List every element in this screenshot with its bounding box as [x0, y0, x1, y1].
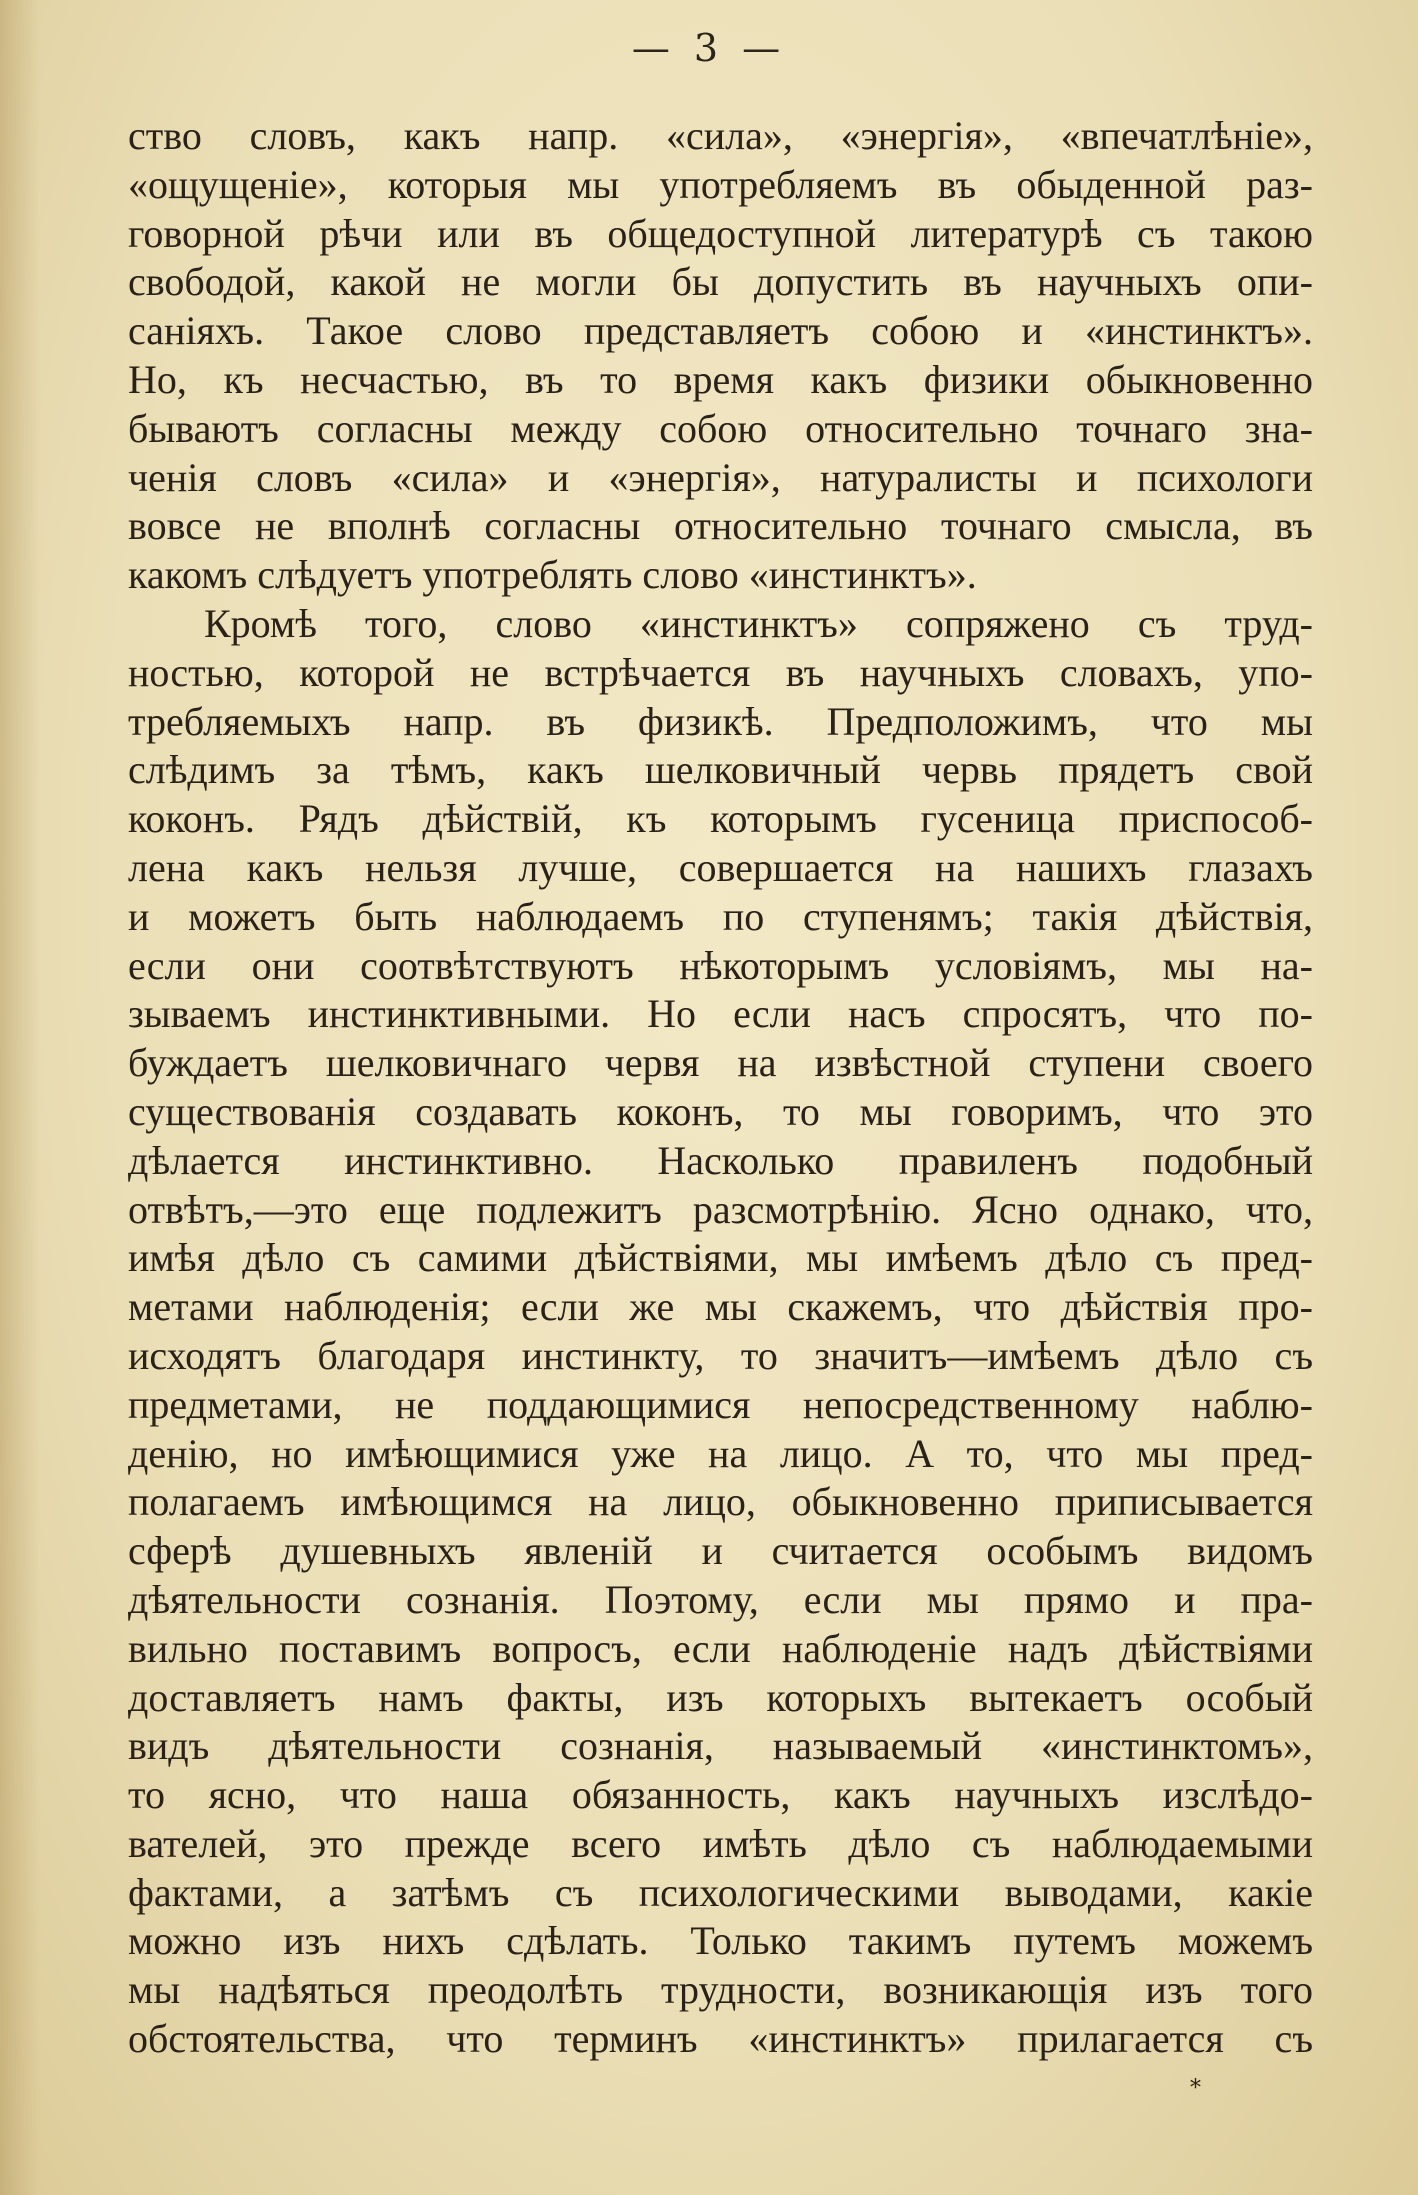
- text-line: сферѣ душевныхъ явленій и считается особымъ видомъ: [128, 1528, 1313, 1574]
- text-line: фактами, а затѣмъ съ психологическими выводами, какіе: [128, 1869, 1313, 1915]
- text-line: слѣдимъ за тѣмъ, какъ шелковичный червь прядетъ свой: [128, 747, 1313, 793]
- text-line: имѣя дѣло съ самими дѣйствіями, мы имѣемъ дѣло съ пред-: [128, 1235, 1313, 1281]
- text-line: обстоятельства, что терминъ «инстинктъ» прилагается съ: [128, 2016, 1313, 2062]
- text-line: доставляетъ намъ факты, изъ которыхъ вытекаетъ особый: [128, 1674, 1313, 1720]
- text-line: саніяхъ. Такое слово представляетъ собою и «инстинктъ».: [128, 308, 1313, 354]
- text-line: то ясно, что наша обязанность, какъ научныхъ изслѣдо-: [128, 1772, 1313, 1818]
- page-edge-shadow: [0, 0, 40, 2195]
- text-line: метами наблюденія; если же мы скажемъ, что дѣйствія про-: [128, 1284, 1313, 1330]
- text-line: дѣлается инстинктивно. Насколько правиленъ подобный: [128, 1137, 1313, 1183]
- text-line: «ощущеніе», которыя мы употребляемъ въ обыденной раз-: [128, 161, 1313, 207]
- text-line: мы надѣяться преодолѣть трудности, возникающія изъ того: [128, 1967, 1313, 2013]
- signature-mark: *: [1190, 2076, 1201, 2101]
- text-line: вовсе не вполнѣ согласны относительно точнаго смысла, въ: [128, 503, 1313, 549]
- text-line: денію, но имѣющимися уже на лицо. А то, что мы пред-: [128, 1430, 1313, 1476]
- text-line: вателей, это прежде всего имѣть дѣло съ наблюдаемыми: [128, 1820, 1313, 1866]
- text-line: ченія словъ «сила» и «энергія», натуралисты и психологи: [128, 454, 1313, 500]
- text-line: лена какъ нельзя лучше, совершается на нашихъ глазахъ: [128, 844, 1313, 890]
- text-line: говорной рѣчи или въ общедоступной литературѣ съ такою: [128, 210, 1313, 256]
- paragraph: [128, 600, 1313, 2064]
- text-line: существованія создавать коконъ, то мы говоримъ, что это: [128, 1088, 1313, 1134]
- text-line: Кромѣ того, слово «инстинктъ» сопряжено съ труд-: [204, 600, 1313, 646]
- body-text: [128, 112, 1313, 2064]
- text-line: дѣятельности сознанія. Поэтому, если мы прямо и пра-: [128, 1576, 1313, 1622]
- text-line: отвѣтъ,—это еще подлежитъ разсмотрѣнію. Ясно однако, что,: [128, 1186, 1313, 1232]
- text-line: и можетъ быть наблюдаемъ по ступенямъ; такія дѣйствія,: [128, 893, 1313, 939]
- text-line: ство словъ, какъ напр. «сила», «энергія», «впечатлѣніе»,: [128, 113, 1313, 158]
- paragraph: [128, 112, 1313, 600]
- text-line: исходятъ благодаря инстинкту, то значитъ—имѣемъ дѣло съ: [128, 1332, 1313, 1378]
- text-line: если они соотвѣтствуютъ нѣкоторымъ условіямъ, мы на-: [128, 942, 1313, 988]
- text-line: бываютъ согласны между собою относительно точнаго зна-: [128, 405, 1313, 451]
- text-line: видъ дѣятельности сознанія, называемый «инстинктомъ»,: [128, 1723, 1313, 1769]
- text-line: свободой, какой не могли бы допустить въ научныхъ опи-: [128, 259, 1313, 305]
- text-line: коконъ. Рядъ дѣйствій, къ которымъ гусеница приспособ-: [128, 796, 1313, 842]
- text-line: зываемъ инстинктивными. Но если насъ спросятъ, что по-: [128, 991, 1313, 1037]
- text-line: можно изъ нихъ сдѣлать. Только такимъ путемъ можемъ: [128, 1918, 1313, 1964]
- text-line: вильно поставимъ вопросъ, если наблюденіе надъ дѣйствіями: [128, 1625, 1313, 1671]
- text-line: требляемыхъ напр. въ физикѣ. Предположимъ, что мы: [128, 698, 1313, 744]
- text-line: ностью, которой не встрѣчается въ научныхъ словахъ, упо-: [128, 649, 1313, 695]
- text-line: полагаемъ имѣющимся на лицо, обыкновенно приписывается: [128, 1479, 1313, 1525]
- text-line: предметами, не поддающимися непосредственному наблю-: [128, 1381, 1313, 1427]
- page-number-header: — 3 —: [631, 26, 787, 70]
- text-line: буждаетъ шелковичнаго червя на извѣстной ступени своего: [128, 1040, 1313, 1086]
- text-line: какомъ слѣдуетъ употреблять слово «инстинктъ».: [128, 552, 977, 598]
- text-line: Но, къ несчастью, въ то время какъ физики обыкновенно: [128, 356, 1313, 402]
